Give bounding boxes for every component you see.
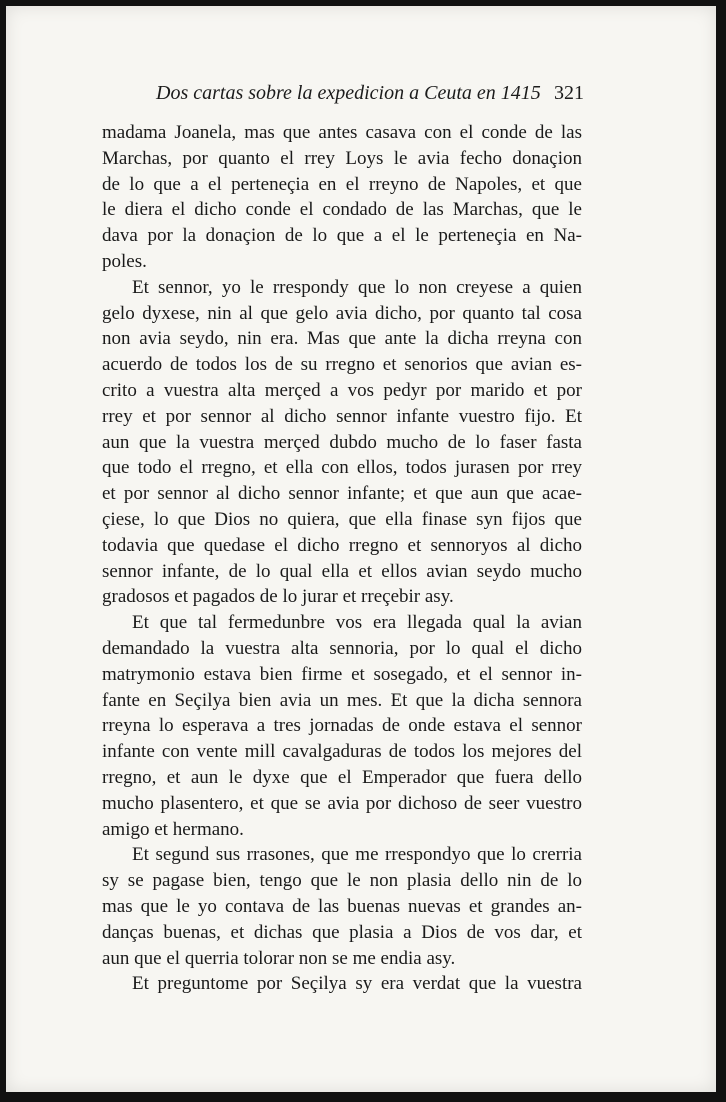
page-number: 321 [554,82,584,104]
text-line: madama Joanela, mas que antes casava con el conde de las [102,122,582,143]
text-line: rreyna lo esperava a tres jornadas de onde estava el sennor [102,715,582,737]
text-line: demandado la vuestra alta sennoria, por lo qual el dicho [102,637,582,659]
text-line: Et segund sus rrasones, que me rrespondyo que lo crerria [132,844,582,866]
book-page [6,6,716,1092]
text-line: mucho plasentero, et que se avia por dichoso de seer vuestro [102,792,582,814]
paragraph [102,610,582,842]
text-line: mas que le yo contava de las buenas nuevas et grandes an- [102,895,582,917]
text-line: sennor infante, de lo qual ella et ellos avian seydo mucho [102,560,582,582]
text-line: rregno, et aun le dyxe que el Emperador que fuera dello [102,766,582,788]
paragraph [102,275,582,610]
paragraph [102,842,582,971]
text-line: non avia seydo, nin era. Mas que ante la dicha rreyna con [102,328,582,350]
text-line: de lo que a el perteneçia en el rreyno de Napoles, et que [102,173,582,195]
text-line: Marchas, por quanto el rrey Loys le avia fecho donaçion [102,147,582,169]
text-line: çiese, lo que Dios no quiera, que ella finase syn fijos que [102,508,582,530]
running-title: Dos cartas sobre la expedicion a Ceuta en 1415 [156,82,541,104]
text-line: crito a vuestra alta merçed a vos pedyr por marido et por [102,379,582,401]
text-line: acuerdo de todos los de su rregno et senorios que avian es- [102,354,582,376]
text-line: matrymonio estava bien firme et sosegado, et el sennor in- [102,663,582,685]
text-line: Et sennor, yo le rrespondy que lo non creyese a quien [132,276,582,298]
paragraph [102,120,582,275]
text-line: gradosos et pagados de lo jurar et rreçebir asy. [102,586,454,608]
text-line: dava por la donaçion de lo que a el le perteneçia en Na- [102,225,582,247]
text-line: infante con vente mill cavalgaduras de todos los mejores del [102,741,582,763]
text-line: sy se pagase bien, tengo que le non plasia dello nin de lo [102,870,582,892]
body-text [102,120,582,997]
text-line: que todo el rregno, et ella con ellos, todos jurasen por rrey [102,457,582,479]
text-line: et por sennor al dicho sennor infante; et que aun que acae- [102,483,582,505]
paragraph [102,971,582,997]
text-line: Et preguntome por Seçilya sy era verdat que la vuestra [132,973,582,995]
text-line: poles. [102,250,147,272]
text-line: aun que la vuestra merçed dubdo mucho de lo faser fasta [102,431,582,453]
text-line: gelo dyxese, nin al que gelo avia dicho, por quanto tal cosa [102,302,582,324]
running-header [156,79,584,107]
text-line: amigo et hermano. [102,818,244,840]
text-line: aun que el querria tolorar non se me endia asy. [102,947,456,969]
text-line: danças buenas, et dichas que plasia a Dios de vos dar, et [102,921,582,943]
text-line: fante en Seçilya bien avia un mes. Et que la dicha sennora [102,689,582,711]
text-line: le diera el dicho conde el condado de las Marchas, que le [102,199,582,221]
text-line: Et que tal fermedunbre vos era llegada qual la avian [132,612,582,634]
text-line: todavia que quedase el dicho rregno et sennoryos al dicho [102,534,582,556]
text-line: rrey et por sennor al dicho sennor infante vuestro fijo. Et [102,405,582,427]
